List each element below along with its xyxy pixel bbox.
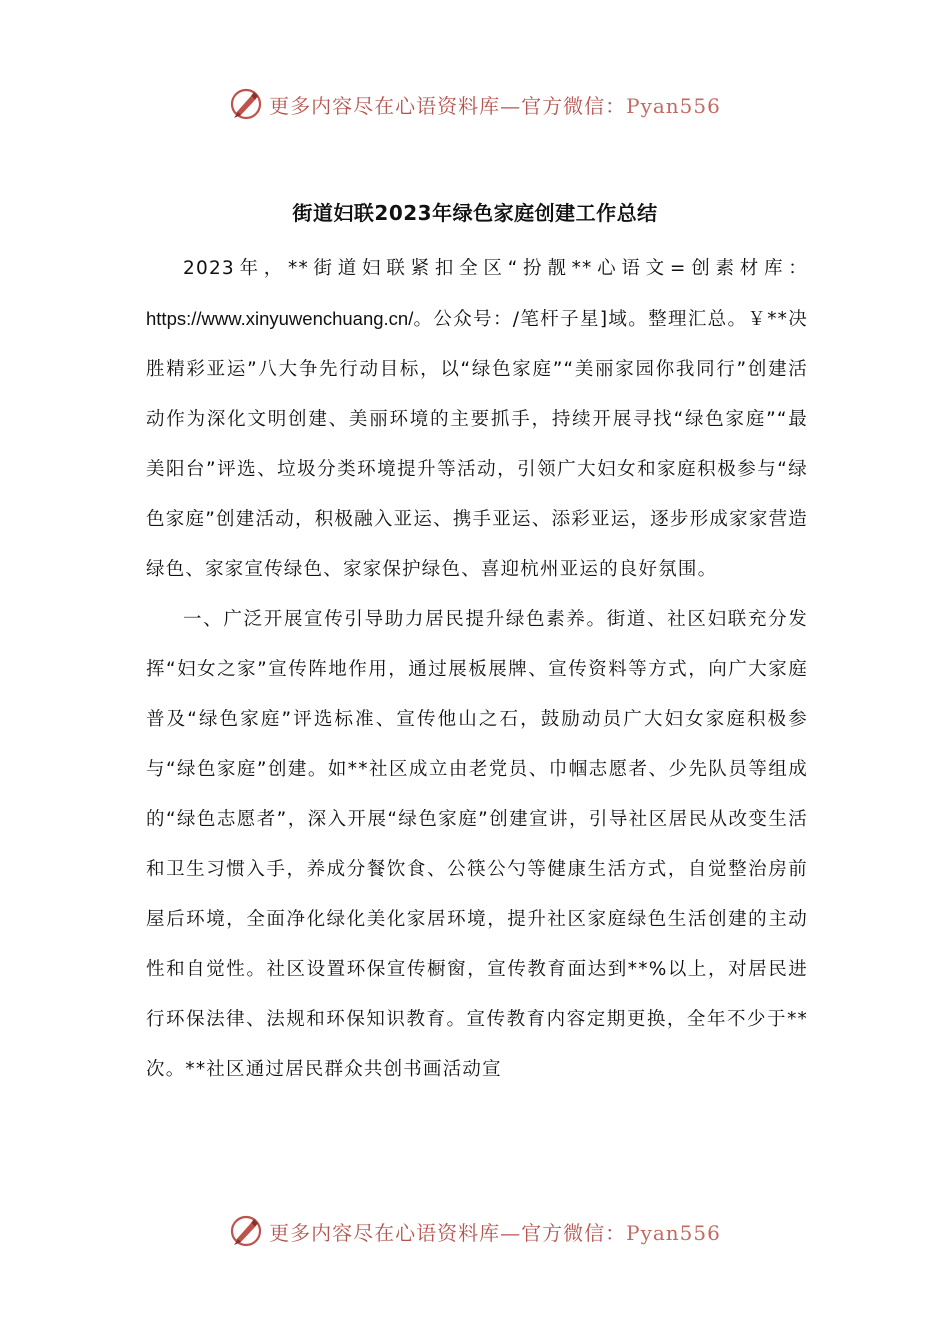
document-title: 街道妇联2023年绿色家庭创建工作总结 xyxy=(292,201,658,225)
source-url: https://www.xinyuwenchuang.cn/ xyxy=(146,308,414,329)
pen-logo-icon xyxy=(229,87,263,121)
watermark-site: 更多内容尽在心语资料库 xyxy=(269,93,501,118)
watermark-header xyxy=(0,84,950,124)
watermark-wechat-id: Pyan556 xyxy=(626,1220,721,1245)
watermark-dash: — xyxy=(500,1220,522,1245)
watermark-footer xyxy=(0,1211,950,1251)
watermark-dash: — xyxy=(500,93,522,118)
watermark-wechat-label: 官方微信： xyxy=(521,1220,627,1245)
watermark-site: 更多内容尽在心语资料库 xyxy=(269,1220,501,1245)
paragraph-intro xyxy=(146,244,808,595)
watermark-wechat-id: Pyan556 xyxy=(626,93,721,118)
paragraph-section-1: 一、广泛开展宣传引导助力居民提升绿色素养。街道、社区妇联充分发挥“妇女之家”宣传阵地作用，通过展板展牌、宣传资料等方式，向广大家庭普及“绿色家庭”评选标准、宣传他山之石，鼓励动员广大妇女家庭积极参与“绿色家庭”创建。如**社区成立由老党员、巾帼志愿者、少先队员等组成的“绿色志愿者”，深入开展“绿色家庭”创建宣讲，引导社区居民从改变生活和卫生习惯入手，养成分餐饮食、公筷公勺等健康生活方式，自觉整治房前屋后环境，全面净化绿化美化家居环境，提升社区家庭绿色生活创建的主动性和自觉性。社区设置环保宣传橱窗，宣传教育面达到**%以上，对居民进行环保法律、法规和环保知识教育。宣传教育内容定期更换，全年不少于**次。**社区通过居民群众共创书画活动宣 xyxy=(146,609,808,1080)
watermark-wechat-label: 官方微信： xyxy=(521,93,627,118)
intro-text-rest: 。公众号：/笔杆子星]域。整理汇总。￥**决胜精彩亚运”八大争先行动目标，以“绿色家庭”“美丽家园你我同行”创建活动作为深化文明创建、美丽环境的主要抓手，持续开展寻找“绿色家庭”“最美阳台”评选、垃圾分类环境提升等活动，引领广大妇女和家庭积极参与“绿色家庭”创建活动，积极融入亚运、携手亚运、添彩亚运，逐步形成家家营造绿色、家家宣传绿色、家家保护绿色、喜迎杭州亚运的良好氛围。 xyxy=(146,309,808,580)
watermark-text xyxy=(269,1217,721,1246)
pen-logo-icon xyxy=(229,1214,263,1248)
document-body xyxy=(146,244,808,1095)
intro-text-start: 2023年，**街道妇联紧扣全区“扮靓**心语文=创素材库： xyxy=(183,258,808,279)
watermark-text xyxy=(269,90,721,119)
